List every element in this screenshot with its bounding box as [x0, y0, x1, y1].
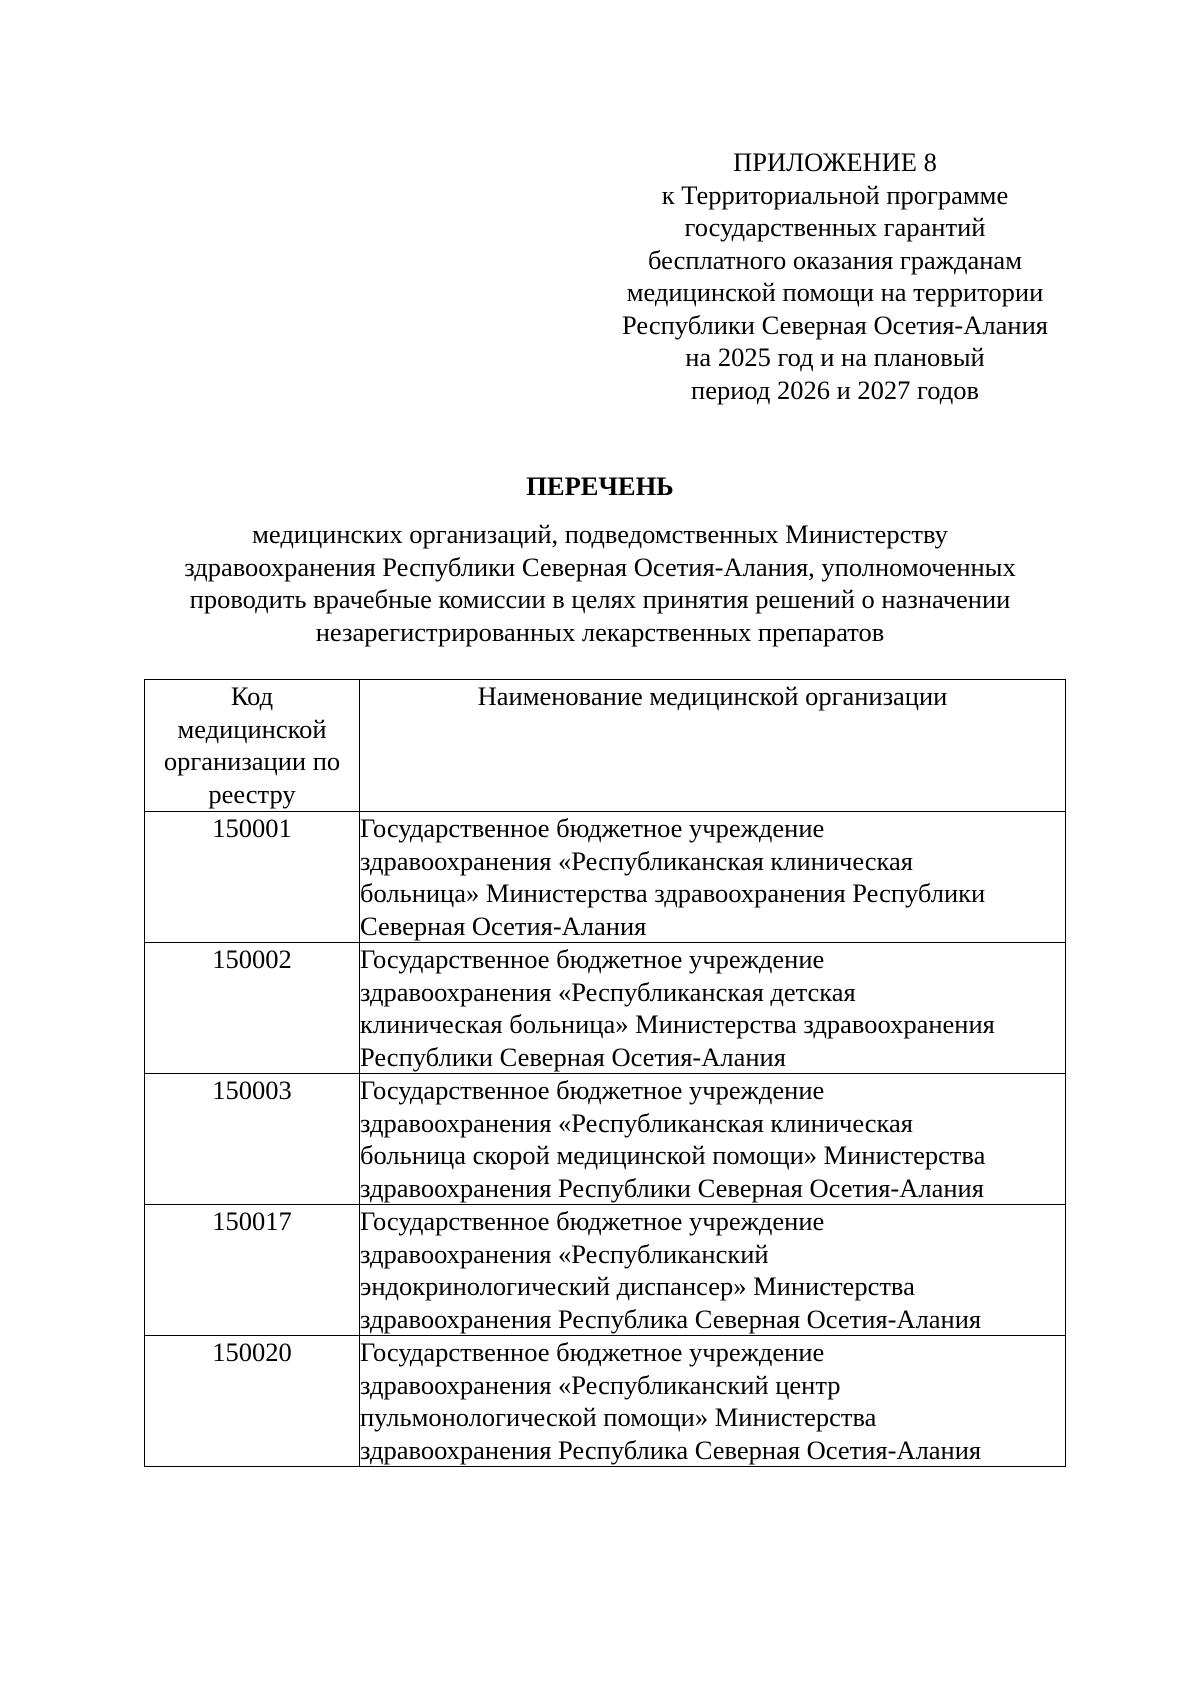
row-name-line: пульмонологической помощи» Министерства: [360, 1402, 877, 1432]
row-code: 150020: [145, 1336, 360, 1467]
table-row: [145, 1074, 1066, 1205]
row-name: [360, 812, 1066, 943]
row-code: 150001: [145, 812, 360, 943]
appendix-line: к Территориальной программе: [661, 179, 1009, 210]
appendix-line: Республики Северная Осетия-Алания: [622, 309, 1048, 340]
row-name-line: здравоохранения Республики Северная Осетия-Алания: [360, 1172, 984, 1203]
header-code: [145, 680, 360, 812]
row-name-line: здравоохранения Республика Северная Осетия-Алания: [360, 1303, 982, 1334]
row-name-line: клиническая больница» Министерства здравоохранения: [360, 1009, 995, 1039]
row-name: [360, 1074, 1066, 1205]
subtitle-line: проводить врачебные комиссии в целях принятия решений о назначении: [189, 584, 1011, 614]
subtitle-line: медицинских организаций, подведомственных Министерству: [252, 519, 948, 549]
row-name-line: больница» Министерства здравоохранения Республики: [360, 878, 986, 908]
header-code-line: Код: [230, 681, 274, 711]
document-title: ПЕРЕЧЕНЬ: [526, 471, 674, 501]
header-code-line: реестру: [208, 778, 296, 809]
row-name-line: Северная Осетия-Алания: [360, 910, 647, 941]
row-name-line: здравоохранения «Республиканский: [360, 1238, 769, 1269]
row-name-line: здравоохранения «Республиканская клиническая: [360, 1107, 913, 1138]
appendix-line: медицинской помощи на территории: [626, 277, 1044, 307]
appendix-line: бесплатного оказания гражданам: [648, 244, 1022, 275]
row-name-line: Государственное бюджетное учреждение: [360, 1337, 825, 1367]
row-name-line: больница скорой медицинской помощи» Министерства: [360, 1140, 986, 1170]
organizations-table: [144, 679, 1066, 1467]
row-name-line: Государственное бюджетное учреждение: [360, 944, 825, 974]
row-name-line: Государственное бюджетное учреждение: [360, 1075, 825, 1105]
table-row: [145, 943, 1066, 1074]
row-name: [360, 943, 1066, 1074]
row-name-line: здравоохранения «Республиканская детская: [360, 976, 856, 1007]
document-subtitle: [0, 518, 1200, 648]
appendix-line: период 2026 и 2027 годов: [691, 374, 979, 405]
row-name-line: Республики Северная Осетия-Алания: [360, 1041, 786, 1072]
row-name-line: Государственное бюджетное учреждение: [360, 1206, 825, 1236]
appendix-line: на 2025 год и на плановый: [685, 342, 985, 372]
table-row: [145, 812, 1066, 943]
row-name-line: Государственное бюджетное учреждение: [360, 813, 825, 843]
appendix-block: [600, 146, 1070, 406]
row-name-line: здравоохранения «Республиканская клиническая: [360, 845, 913, 876]
appendix-line: ПРИЛОЖЕНИЕ 8: [733, 147, 937, 177]
row-code: 150017: [145, 1205, 360, 1336]
row-name-line: здравоохранения Республика Северная Осетия-Алания: [360, 1434, 982, 1465]
header-code-line: организации по: [163, 746, 341, 776]
header-name: Наименование медицинской организации: [360, 680, 1066, 812]
header-code-line: медицинской: [177, 713, 327, 744]
row-name: [360, 1336, 1066, 1467]
row-name: [360, 1205, 1066, 1336]
appendix-line: государственных гарантий: [684, 212, 986, 242]
table-row: [145, 1336, 1066, 1467]
row-name-line: здравоохранения «Республиканский центр: [360, 1369, 841, 1400]
table-row: [145, 1205, 1066, 1336]
row-code: 150003: [145, 1074, 360, 1205]
row-code: 150002: [145, 943, 360, 1074]
row-name-line: эндокринологический диспансер» Министерства: [360, 1271, 915, 1301]
table-header-row: [145, 680, 1066, 812]
subtitle-line: незарегистрированных лекарственных препаратов: [315, 616, 885, 647]
subtitle-line: здравоохранения Республики Северная Осетия-Алания, уполномоченных: [184, 551, 1016, 582]
